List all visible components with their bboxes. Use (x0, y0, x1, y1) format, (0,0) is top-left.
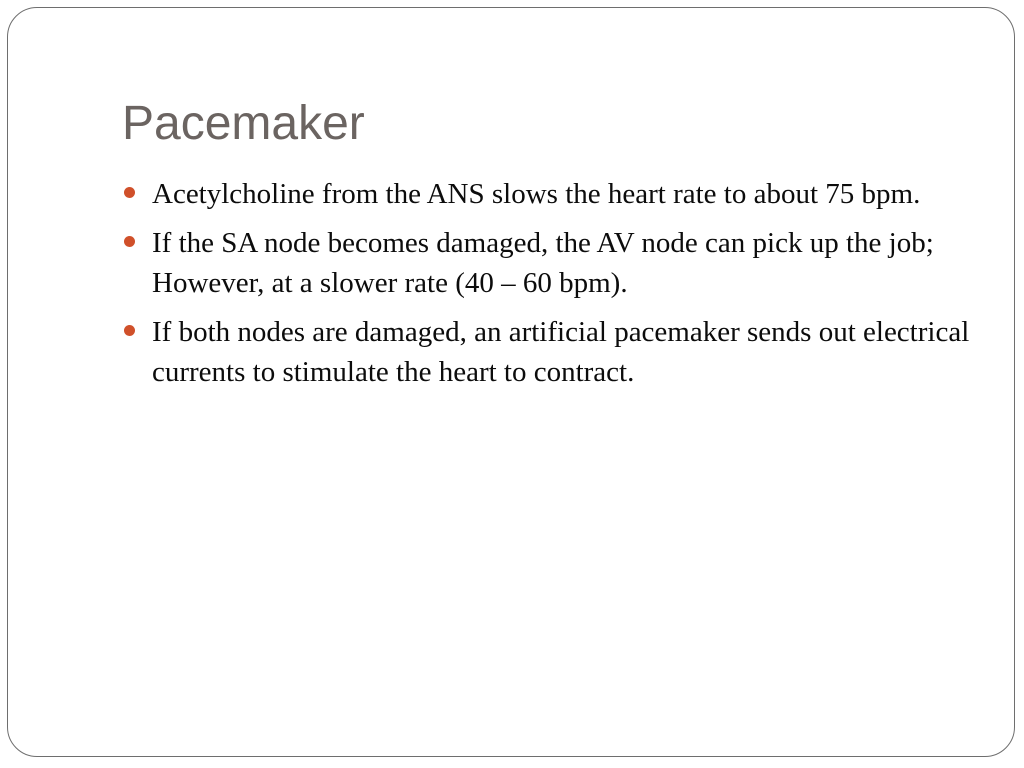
bullet-dot-icon (124, 325, 135, 336)
bullet-list (122, 174, 972, 401)
bullet-text: Acetylcholine from the ANS slows the heart rate to about 75 bpm. (152, 178, 921, 210)
slide-title: Pacemaker (122, 97, 365, 150)
list-item (122, 312, 972, 392)
bullet-text: If the SA node becomes damaged, the AV node can pick up the job; However, at a slower rate (40 – 60 bpm). (152, 227, 934, 299)
slide-frame (7, 7, 1015, 757)
list-item (122, 174, 972, 214)
list-item (122, 223, 972, 303)
bullet-text: If both nodes are damaged, an artificial pacemaker sends out electrical currents to stimulate the heart to contract. (152, 316, 970, 388)
bullet-dot-icon (124, 187, 135, 198)
bullet-dot-icon (124, 236, 135, 247)
